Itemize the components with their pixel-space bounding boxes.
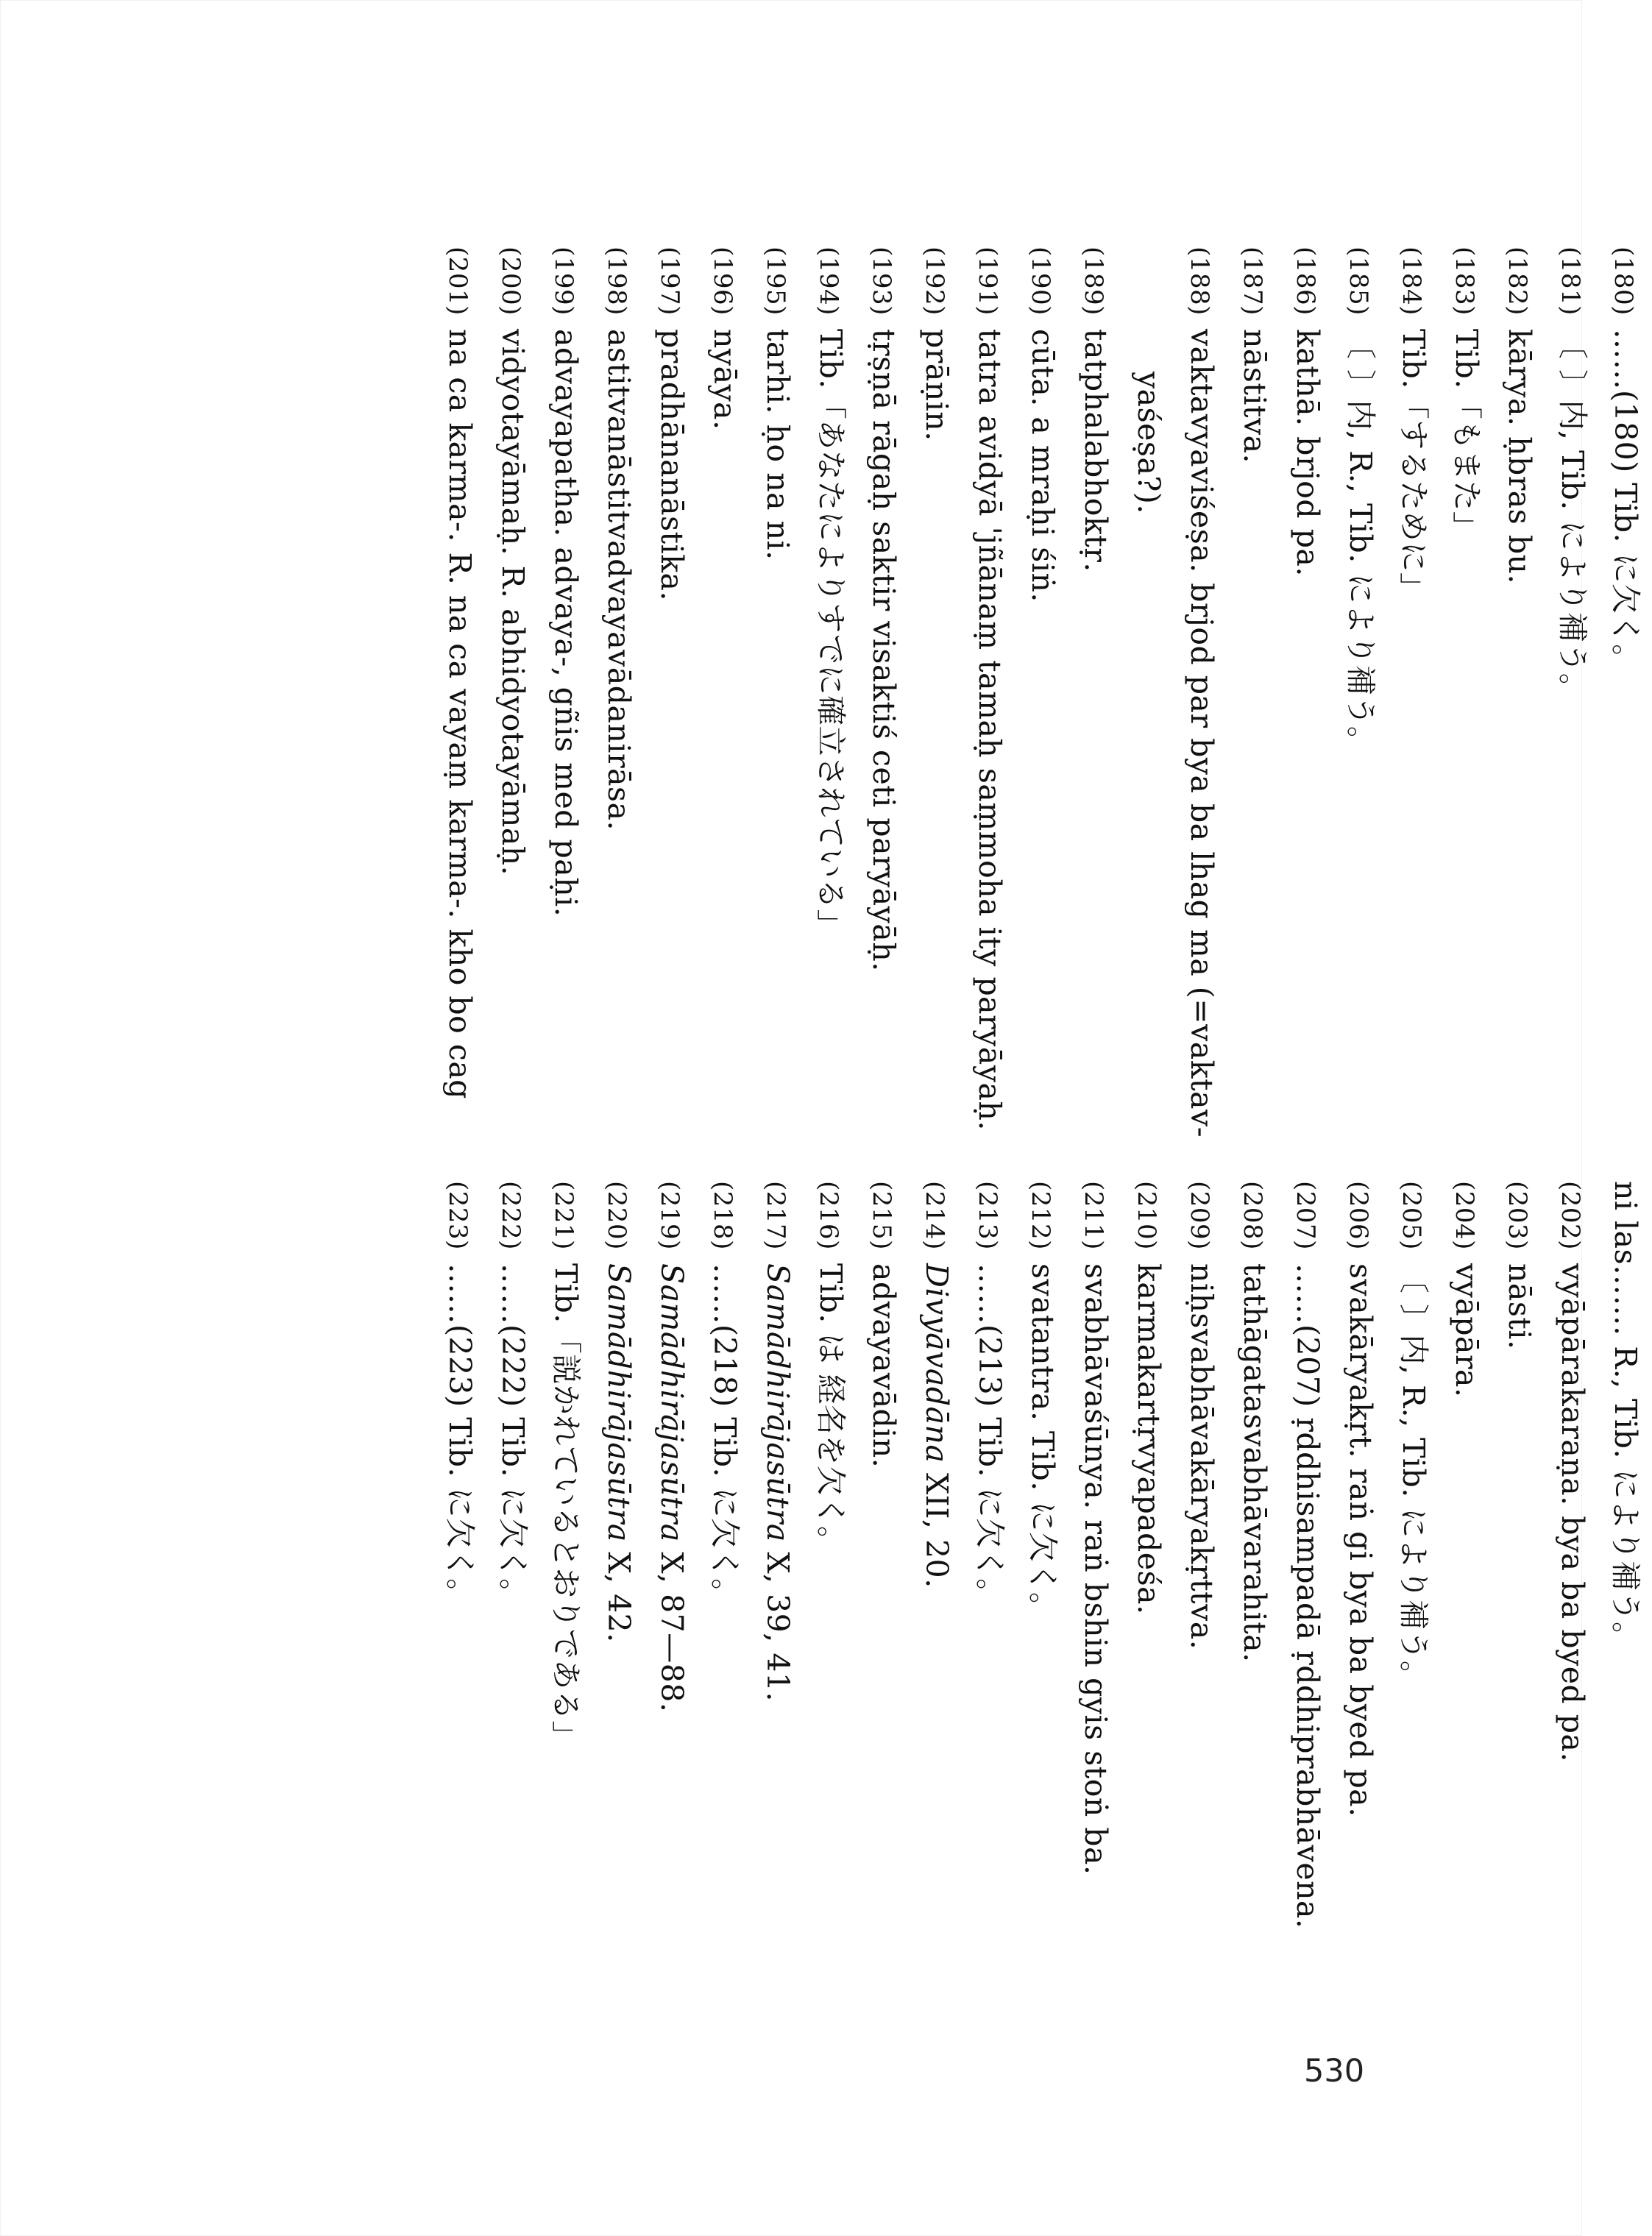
note-number: (194) [814, 246, 843, 316]
note-text: tathāgatasvabhāvarahita. [1237, 1263, 1272, 1663]
note-number: (190) [1026, 246, 1055, 316]
note-line [592, 246, 645, 1137]
notes-block-upper [433, 246, 1652, 1137]
note-text: vaktavyaviśeṣa. brjod par bya ba lhag ma (=vaktav- [1184, 329, 1219, 1138]
note-number: (215) [867, 1181, 896, 1250]
note-number: (212) [1026, 1181, 1055, 1250]
note-line [857, 1181, 910, 1928]
note-number: (222) [496, 1181, 525, 1250]
note-text: vyāpārakaraṇa. bya ba byed pa. [1555, 1263, 1590, 1763]
note-line [857, 246, 910, 1137]
note-number: (188) [1185, 246, 1214, 316]
note-line [1546, 246, 1599, 1137]
note-line [1546, 1181, 1599, 1928]
note-text: nāsti. [1502, 1263, 1537, 1350]
note-line [1016, 1181, 1069, 1928]
note-line [1016, 246, 1069, 1137]
note-number: (195) [761, 246, 790, 316]
note-text: Divyāvadāna XII, 20. [919, 1263, 954, 1589]
note-line [910, 246, 963, 1137]
note-number: (200) [496, 246, 525, 316]
note-number: (185) [1344, 246, 1373, 316]
note-text: prāṇin. [919, 329, 954, 441]
note-number: (181) [1556, 246, 1585, 316]
note-number: (182) [1503, 246, 1532, 316]
note-number: (187) [1238, 246, 1267, 316]
note-text: ……(223) Tib. に欠く。 [442, 1263, 478, 1609]
note-line [804, 1181, 857, 1928]
note-text: astitvanāstitvadvayavādanirāsa. [601, 329, 637, 831]
note-number: (220) [602, 1181, 631, 1250]
note-line [1334, 1181, 1387, 1928]
note-line [486, 246, 539, 1137]
note-line [1493, 1181, 1546, 1928]
note-line [1175, 246, 1228, 1137]
note-text: 〔 〕内, R., Tib. により補う。 [1396, 1263, 1431, 1692]
note-number: (219) [655, 1181, 684, 1250]
note-line [1334, 246, 1387, 1137]
note-text: Tib. は 経名を欠く。 [813, 1263, 848, 1557]
note-text: vidyotayāmaḥ. R. abhidyotayāmaḥ. [495, 329, 531, 876]
note-text: ……(213) Tib. に欠く。 [972, 1263, 1007, 1609]
note-line [1599, 246, 1652, 1137]
note-text: kārya. ḥbras bu. [1502, 329, 1537, 585]
note-text: tatra avidyā 'jñānaṃ tamaḥ saṃmoha ity paryāyaḥ. [972, 329, 1007, 1131]
page-number: 530 [1304, 2053, 1365, 2090]
note-text: vyāpāra. [1449, 1263, 1484, 1398]
note-text: svakāryakṛt. raṅ gi bya ba byed pa. [1343, 1263, 1378, 1817]
note-line [1228, 246, 1281, 1137]
note-line [910, 1181, 963, 1928]
note-number: (199) [549, 246, 578, 316]
note-line [963, 1181, 1016, 1928]
note-number: (197) [655, 246, 684, 316]
note-line [486, 1181, 539, 1928]
note-text: advayapatha. advaya-, gñis med paḥi. [548, 329, 584, 918]
note-line [963, 246, 1016, 1137]
note-number: (217) [761, 1181, 790, 1250]
note-number: (201) [443, 246, 472, 316]
note-line [1228, 1181, 1281, 1928]
note-text: yaśeṣa?). [1131, 372, 1166, 514]
note-text: na ca karma-. R. na ca vayaṃ karma-. kho bo cag [442, 329, 478, 1100]
note-number: (180) [1609, 246, 1638, 316]
note-number: (207) [1291, 1181, 1320, 1250]
note-text: Tib.「説かれているとおりである」 [548, 1263, 584, 1751]
note-number: (189) [1079, 246, 1108, 316]
note-number: (205) [1397, 1181, 1426, 1250]
note-line [1069, 1181, 1122, 1928]
note-text: Samādhirājasūtra X, 42. [601, 1263, 637, 1643]
note-number: (202) [1556, 1181, 1585, 1250]
note-line [433, 1181, 486, 1928]
note-text: advayavādin. [866, 1263, 901, 1469]
note-line [645, 246, 698, 1137]
note-number: (193) [867, 246, 896, 316]
note-line [539, 1181, 592, 1928]
note-number: (209) [1185, 1181, 1214, 1250]
note-line [1122, 246, 1175, 1137]
note-line [804, 246, 857, 1137]
note-text: karmakartṛvyapadeśa. [1131, 1263, 1166, 1615]
note-number: (210) [1132, 1181, 1161, 1250]
note-text: pradhānanāstika. [654, 329, 689, 602]
note-line [1440, 1181, 1493, 1928]
note-text: ……(222) Tib. に欠く。 [495, 1263, 531, 1609]
note-text: svatantra. Tib. に欠く。 [1025, 1263, 1060, 1623]
note-line [1599, 1181, 1652, 1928]
note-text: Tib.「するために」 [1396, 329, 1431, 603]
note-line [592, 1181, 645, 1928]
note-number: (204) [1450, 1181, 1479, 1250]
note-text: Samādhirājasūtra X, 87—88. [654, 1263, 689, 1713]
note-number: (192) [920, 246, 949, 316]
note-line [751, 1181, 804, 1928]
note-text: ni las……. R., Tib. により補う。 [1608, 1181, 1643, 1653]
note-line [1069, 246, 1122, 1137]
note-line [1122, 1181, 1175, 1928]
note-text: kathā. brjod pa. [1290, 329, 1325, 577]
note-number: (206) [1344, 1181, 1373, 1250]
note-number: (198) [602, 246, 631, 316]
note-line [1281, 246, 1334, 1137]
note-number: (186) [1291, 246, 1320, 316]
note-number: (214) [920, 1181, 949, 1250]
note-number: (223) [443, 1181, 472, 1250]
note-text: ……(218) Tib. に欠く。 [707, 1263, 742, 1609]
note-text: ……(180) Tib. に欠く。 [1608, 329, 1643, 675]
note-number: (196) [708, 246, 737, 316]
note-number: (203) [1503, 1181, 1532, 1250]
note-line [1440, 246, 1493, 1137]
note-text: 〔 〕内, Tib. により補う。 [1555, 329, 1590, 704]
note-text: nyāya. [707, 329, 742, 430]
note-line [1387, 246, 1440, 1137]
note-number: (191) [973, 246, 1002, 316]
note-line [1493, 246, 1546, 1137]
note-text: tarhi. ḥo na ni. [760, 329, 795, 561]
note-number: (221) [549, 1181, 578, 1250]
note-text: Tib.「もまた」 [1449, 329, 1484, 542]
note-line [433, 246, 486, 1137]
note-line [698, 1181, 751, 1928]
note-text: 〔 〕内, R., Tib. により補う。 [1343, 329, 1378, 757]
note-number: (184) [1397, 246, 1426, 316]
note-text: Samādhirājasūtra X, 39, 41. [760, 1263, 795, 1703]
note-number: (208) [1238, 1181, 1267, 1250]
note-line [539, 246, 592, 1137]
note-line [751, 246, 804, 1137]
note-text: ……(207) ṛddhisampadā ṛddhiprabhāvena. [1290, 1263, 1325, 1929]
note-text: Tib.「あなたによりすでに確立されている」 [813, 329, 848, 940]
note-number: (183) [1450, 246, 1479, 316]
note-line [1175, 1181, 1228, 1928]
note-text: svabhāvaśūnya. raṅ bshin gyis stoṅ ba. [1078, 1263, 1113, 1875]
note-line [1387, 1181, 1440, 1928]
note-number: (216) [814, 1181, 843, 1250]
note-line [645, 1181, 698, 1928]
note-number: (211) [1079, 1181, 1108, 1250]
note-text: nāstitva. [1237, 329, 1272, 464]
note-text: niḥsvabhāvakāryakṛttva. [1184, 1263, 1219, 1650]
note-text: cūta. a mraḥi śiṅ. [1025, 329, 1060, 603]
note-line [698, 246, 751, 1137]
note-text: tṛṣṇā rāgaḥ saktir visaktiś ceti paryāyāḥ. [866, 329, 901, 972]
note-number: (218) [708, 1181, 737, 1250]
note-line [1281, 1181, 1334, 1928]
note-text: tatphalabhoktṛ. [1078, 329, 1113, 572]
note-number: (213) [973, 1181, 1002, 1250]
notes-block-lower [433, 1181, 1652, 1928]
